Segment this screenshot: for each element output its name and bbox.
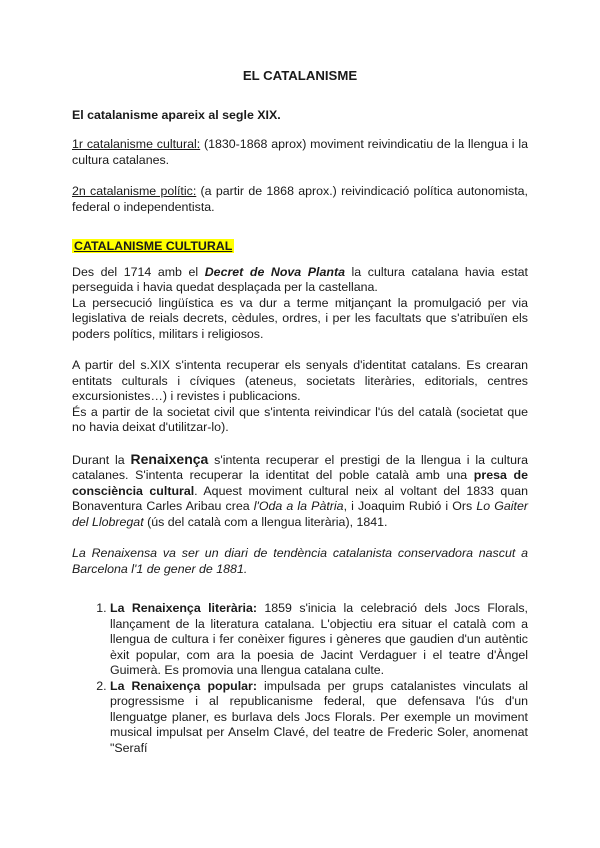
subtitle: El catalanisme apareix al segle XIX.	[72, 107, 281, 122]
paragraph-renaixenca	[72, 452, 528, 531]
section-heading: CATALANISME CULTURAL	[74, 239, 233, 253]
paragraph-text: Durant la	[72, 452, 131, 467]
list-item	[110, 601, 528, 679]
definition-cultural-label: 1r catalanisme cultural:	[72, 137, 201, 151]
renaixenca-list	[72, 601, 528, 756]
section-heading-row	[72, 239, 528, 255]
paragraph-text: s'intenta recuperar el prestigi de la llengua i la cultura catalanes. S'intenta recuperar la identitat del poble català amb una	[72, 452, 528, 482]
presa-consciencia-term: presa de consciència cultural	[72, 468, 528, 498]
paragraph-text: Des del 1714 amb el	[72, 264, 205, 279]
list-item-label: La Renaixença literària:	[110, 601, 257, 615]
definition-politic-label: 2n catalanisme polític:	[72, 184, 197, 198]
paragraph-societat-civil: És a partir de la societat civil que s'intenta reivindicar l'ús del català (societat que no havia deixat d'utilitzar-lo).	[72, 404, 528, 434]
definition-politic	[72, 184, 528, 215]
decret-nova-planta: Decret de Nova Planta	[204, 264, 345, 279]
gaiter-title: Lo Gaiter del Llobregat	[72, 499, 528, 529]
list-item	[110, 679, 528, 757]
list-item-text: impulsada per grups catalanistes vinculats al progressisme i al republicanisme federal, que defensava l'ús d'un llenguatge planer, es burlava dels Jocs Florals. Per exemple un moviment musical impulsat per Anselm Clavé, del teatre de Frederic Soler, anomenat "Serafí	[110, 678, 528, 755]
paragraph-decret	[72, 265, 528, 296]
document-page	[72, 68, 528, 756]
list-item-label: La Renaixença popular:	[110, 678, 257, 693]
paragraph-text: la cultura catalana havia estat perseguida i havia quedat desplaçada per la castellana.	[72, 264, 528, 294]
paragraph-text: (ús del català com a llengua literària), 1841.	[143, 514, 388, 529]
paragraph-text: , i Joaquim Rubió i Ors	[343, 499, 477, 513]
definition-cultural-text: (1830-1868 aprox) moviment reivindicatiu de la llengua i la cultura catalanes.	[72, 137, 528, 167]
page-title: EL CATALANISME	[242, 68, 358, 83]
oda-title: l'Oda a la Pàtria	[253, 499, 344, 513]
paragraph-recuperar: A partir del s.XIX s'intenta recuperar els senyals d'identitat catalans. Es crearan entitats culturals i cíviques (ateneus, societats literàries, editorials, centres excursionistes…) i revistes i publicacions.	[72, 358, 528, 403]
definition-politic-text: (a partir de 1868 aprox.) reivindicació política autonomista, federal o independentista.	[72, 184, 528, 214]
paragraph-text: . Aquest moviment cultural neix al voltant del 1833 quan Bonaventura Carles Aribau crea	[72, 483, 528, 513]
definition-cultural	[72, 137, 528, 168]
paragraph-persecucio: La persecució lingüística es va dur a terme mitjançant la promulgació per via legislativa de reials decrets, cèdules, ordres, i per les facultats que s'atribuïen els poders polítics, militars i religiosos.	[72, 295, 528, 341]
renaixenca-term: Renaixença	[130, 450, 209, 467]
list-item-text: 1859 s'inicia la celebració dels Jocs Florals, llançament de la literatura catalana. L'objectiu era situar el català com a llengua de cultura i fer conèixer figures i gèneres que gaudien d'un autèntic èxit popular, com ara la poesia de Jacint Verdaguer i el teatre d'Àngel Guimerà. Es promovia una llengua catalana culte.	[110, 601, 528, 677]
paragraph-diari: La Renaixensa va ser un diari de tendència catalanista conservadora nascut a Barcelona l'1 de gener de 1881.	[72, 546, 528, 576]
